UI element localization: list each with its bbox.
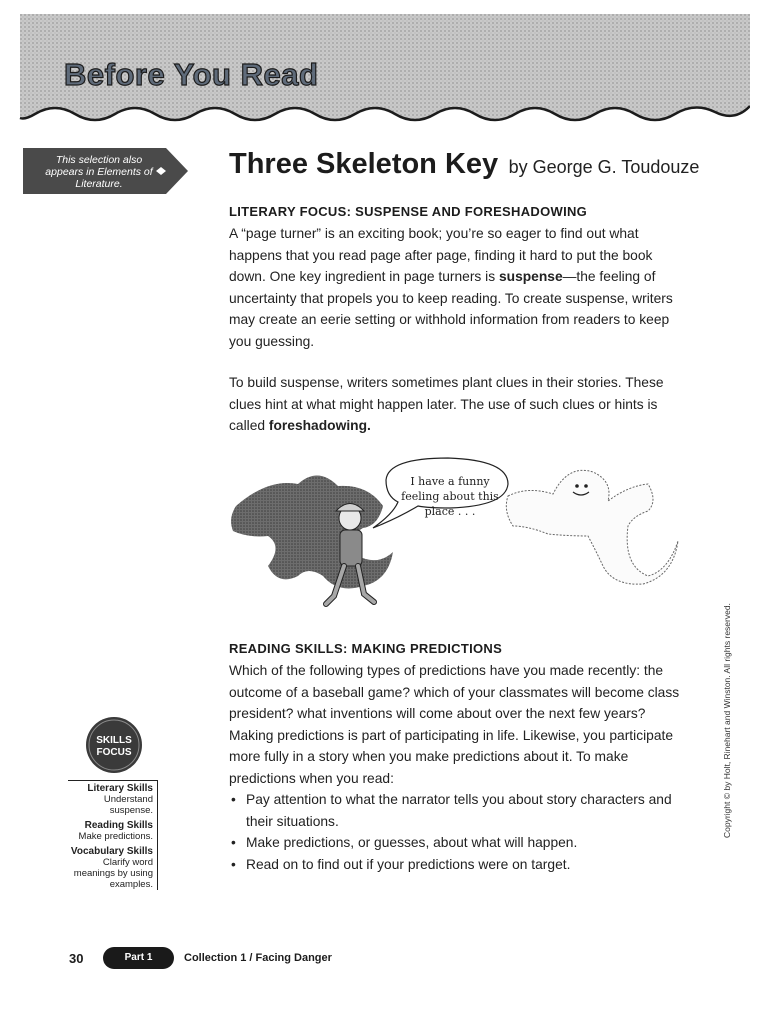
banner-title: Before You Read [64,57,319,92]
badge-line-1: SKILLS [96,735,132,746]
badge-line-2: FOCUS [96,747,132,758]
story-title: Three Skeleton Key [229,148,499,180]
speech-bubble-text: I have a funny feeling about this place . . . [401,475,499,518]
literary-skills-text: Understand suspense. [103,794,153,816]
vocabulary-skills-heading: Vocabulary Skills [70,846,153,857]
reading-skills-side-heading: Reading Skills [84,820,153,831]
page-title [229,148,699,181]
list-item: • Read on to find out if your predictions were on target. [229,854,681,876]
page-number: 30 [69,951,84,966]
list-item: • Pay attention to what the narrator tells you about story characters and their situations. [229,789,681,832]
part-label: Part 1 [103,947,174,969]
reading-skills-heading: READING SKILLS: MAKING PREDICTIONS [229,641,503,656]
literary-skills-heading: Literary Skills [87,783,153,794]
literary-focus-paragraph-2: To build suspense, writers sometimes plant clues in their stories. These clues hint at what might happen later. The use of such clues or hints is called foreshadowing. [229,375,664,433]
white-ghost [506,470,678,584]
vocabulary-skills-text: Clarify word meanings by using examples. [73,857,153,890]
collection-label: Collection 1 / Facing Danger [184,952,332,964]
reading-skills-paragraph: Which of the following types of predictions have you made recently: the outcome of a baseball game? which of your classmates will become class president? what inventions will come about over the next few years? Making predictions is part of participating in life. Likewise, you participate more fully in a story when you make predictions about it. To make predictions when you read: [229,663,680,786]
skills-sidebar [68,780,158,890]
reading-skills-text: Make predictions. [78,831,153,842]
literary-focus-paragraph-1: A “page turner” is an exciting book; you’re so eager to find out what happens that you read page after page, finding it hard to put the book down. One key ingredient in page turners is suspense—the feeling of uncertainty that propels you to keep reading. To create suspense, writers may create an eerie setting or withhold information from readers to keep you guessing. [229,226,673,349]
list-item: • Make predictions, or guesses, about what will happen. [229,832,681,854]
skills-focus-badge [85,716,143,774]
literary-focus-heading: LITERARY FOCUS: SUSPENSE AND FORESHADOWING [229,204,588,219]
dark-ghost-shadow [231,475,393,588]
story-byline: by George G. Toudouze [508,157,700,177]
copyright-notice: Copyright © by Holt, Rinehart and Winston. All rights reserved. [722,603,732,838]
prediction-tips-list [229,789,681,875]
selection-tag-text: This selection also appears in Elements of Literature. [45,154,153,190]
